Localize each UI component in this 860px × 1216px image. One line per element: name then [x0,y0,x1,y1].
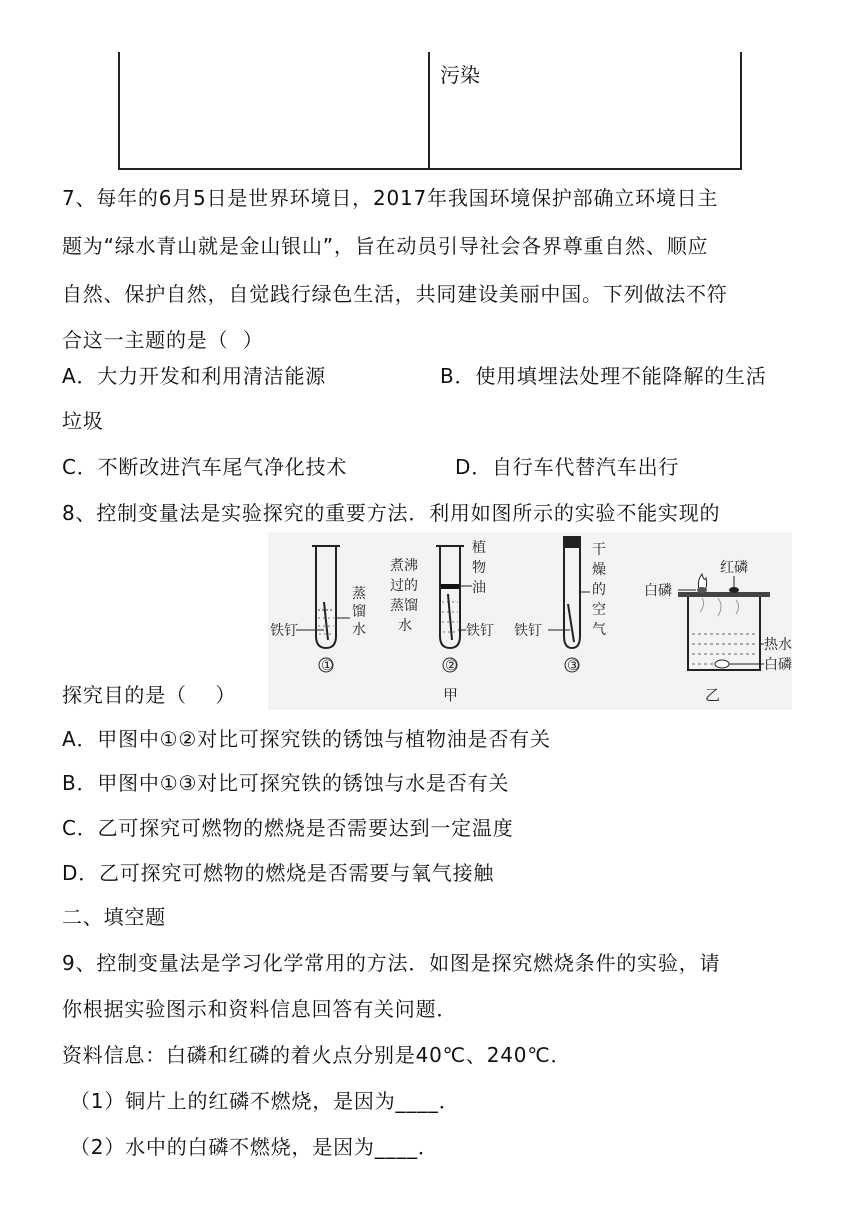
q8-option-d: D．乙可探究可燃物的燃烧是否需要与氧气接触 [62,861,495,885]
q7-line-1: 7、每年的6月5日是世界环境日，2017年我国环境保护部确立环境日主 [62,186,719,210]
table-cell-text: 污染 [440,63,480,87]
q7-option-b-continued: 垃圾 [62,409,104,433]
q8-option-b: B．甲图中①③对比可探究铁的锈蚀与水是否有关 [62,771,510,795]
tube2-boiled-label-1: 煮沸 [390,558,418,574]
label-jia: 甲 [443,686,459,704]
q7-option-d: D．自行车代替汽车出行 [455,455,680,479]
q9-sub-2: （2）水中的白磷不燃烧，是因为____． [70,1135,439,1159]
tube1-number: ① [321,658,334,674]
table-border-left [118,52,120,170]
table-border-middle [428,52,430,170]
tube2-oil-label-3: 油 [472,580,486,596]
tube3-air-label-3: 的 [592,582,606,598]
hot-water-label: 热水 [764,637,792,653]
tube3-air-label-5: 气 [592,622,606,638]
q7-option-a: A．大力开发和利用清洁能源 [62,364,327,388]
experiment-diagram [268,532,792,710]
tube1-water-label-2: 馏 [352,604,366,620]
tube2-iron-label: 铁钉 [466,623,494,639]
table-border-right [740,52,742,170]
tube3-iron-label: 铁钉 [514,623,542,639]
test-tube-1 [270,546,366,674]
q9-line-1: 9、控制变量法是学习化学常用的方法．如图是探究燃烧条件的实验，请 [62,951,721,975]
tube2-boiled-label-4: 水 [398,618,412,634]
q7-line-3: 自然、保护自然，自觉践行绿色生活，共同建设美丽中国。下列做法不符 [62,282,728,306]
beaker-apparatus [644,559,792,704]
q9-line-2: 你根据实验图示和资料信息回答有关问题． [62,997,458,1021]
tube3-air-label-2: 燥 [592,562,606,578]
q8-option-c: C．乙可探究可燃物的燃烧是否需要达到一定温度 [62,816,514,840]
q8-option-a: A．甲图中①②对比可探究铁的锈蚀与植物油是否有关 [62,727,551,751]
white-phosphorus-bottom-label: 白磷 [764,657,792,673]
red-phosphorus-label: 红磷 [720,560,748,576]
tube1-water-label-1: 蒸 [352,586,366,602]
tube2-number: ② [445,658,458,674]
label-yi: 乙 [705,686,721,704]
q9-sub-1: （1）铜片上的红磷不燃烧，是因为____． [70,1089,460,1113]
table-border-bottom [118,168,742,170]
q8-line-2: 探究目的是（ ） [62,683,237,707]
tube3-number: ③ [567,658,580,674]
tube2-oil-label-1: 植 [472,540,486,556]
experiment-figure [268,532,792,710]
tube3-air-label-1: 干 [592,542,606,558]
q7-line-2: 题为“绿水青山就是金山银山”，旨在动员引导社会各界尊重自然、顺应 [62,234,709,258]
white-phosphorus-top-label: 白磷 [644,583,672,599]
tube3-air-label-4: 空 [592,602,606,618]
q7-option-c: C．不断改进汽车尾气净化技术 [62,455,348,479]
table-fragment [118,52,742,170]
q9-info: 资料信息：白磷和红磷的着火点分别是40℃、240℃． [62,1043,572,1067]
tube2-boiled-label-3: 蒸馏 [390,598,418,614]
tube2-oil-label-2: 物 [472,560,486,576]
tube1-iron-label: 铁钉 [270,623,298,639]
section-title: 二、填空题 [62,905,166,929]
tube1-water-label-3: 水 [352,622,366,638]
q8-line-1: 8、控制变量法是实验探究的重要方法．利用如图所示的实验不能实现的 [62,501,721,525]
q7-line-4: 合这一主题的是（ ） [62,328,264,352]
q7-option-b: B．使用填埋法处理不能降解的生活 [440,364,767,388]
test-tube-2 [390,539,494,704]
tube2-boiled-label-2: 过的 [390,578,418,594]
test-tube-3 [514,536,606,674]
